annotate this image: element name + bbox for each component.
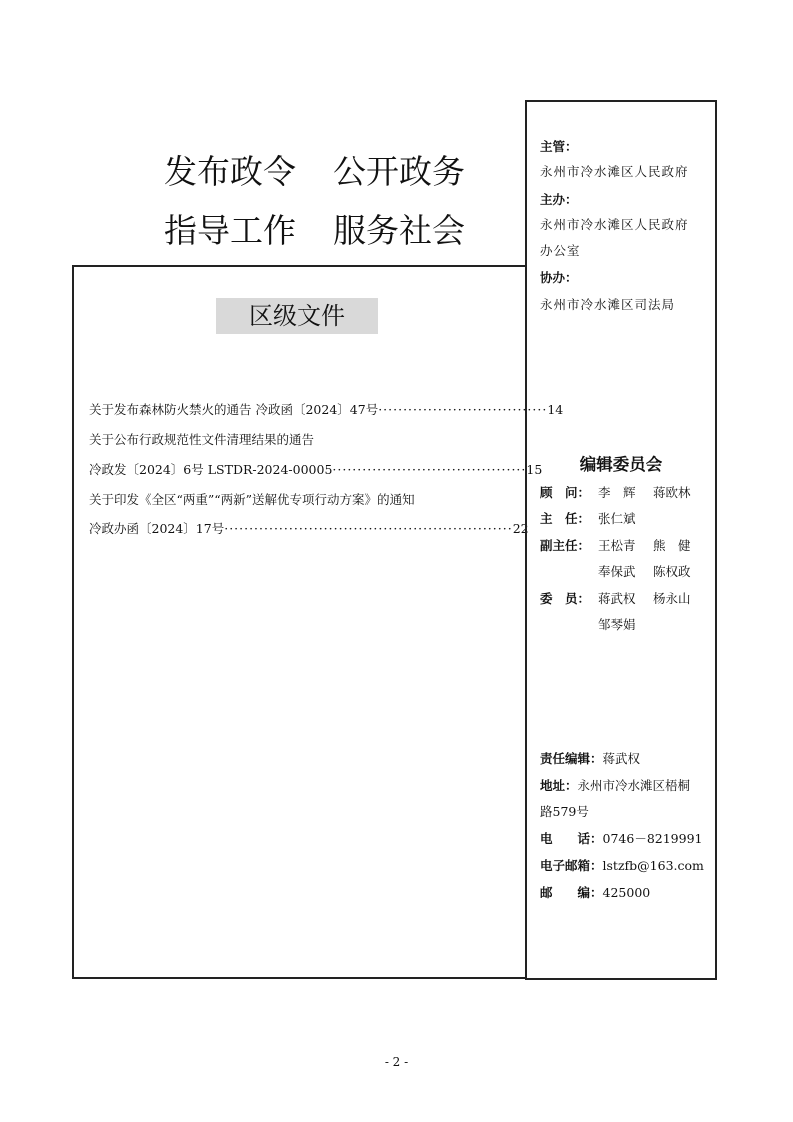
address-value-line2: 路579号 bbox=[540, 804, 589, 819]
advisor-label: 顾 问： bbox=[540, 485, 591, 500]
committee-director-row bbox=[540, 509, 598, 527]
toc-entry-text: 冷政办函〔2024〕17号 bbox=[89, 521, 225, 536]
section-title: 区级文件 bbox=[216, 298, 378, 334]
member-name: 邹琴娟 bbox=[598, 617, 636, 632]
toc-entry[interactable] bbox=[89, 461, 543, 479]
toc-entry[interactable] bbox=[89, 401, 564, 419]
deputy-label: 副主任： bbox=[540, 538, 591, 553]
advisor-name: 李 辉 bbox=[598, 485, 636, 500]
page-number: - 2 - bbox=[384, 1055, 409, 1069]
toc-leader-dots: ·································· bbox=[378, 402, 548, 417]
supervisor-value: 永州市冷水滩区人民政府 bbox=[540, 164, 689, 179]
committee-deputy-row bbox=[540, 536, 598, 554]
toc-entry-text: 关于公布行政规范性文件清理结果的通告 bbox=[89, 432, 315, 447]
committee-member-row bbox=[540, 589, 598, 607]
editor-label: 责任编辑： bbox=[540, 751, 603, 766]
contents-box bbox=[72, 265, 525, 979]
toc-page-number: 15 bbox=[526, 462, 543, 477]
toc-leader-dots: ······································· bbox=[332, 462, 527, 477]
toc-entry[interactable] bbox=[89, 491, 519, 509]
email-value[interactable]: lstzfb@163.com bbox=[602, 858, 704, 873]
address-row bbox=[540, 776, 690, 794]
address-row-2 bbox=[540, 802, 589, 820]
postcode-row bbox=[540, 883, 650, 901]
toc-entry-text: 关于发布森林防火禁火的通告 冷政函〔2024〕47号 bbox=[89, 402, 379, 417]
slogan-line1-right: 公开政务 bbox=[333, 152, 465, 191]
director-label: 主 任： bbox=[540, 511, 591, 526]
slogan-line2-right: 服务社会 bbox=[333, 211, 465, 250]
host-value-line2: 办公室 bbox=[540, 243, 581, 258]
deputy-name: 奉保武 bbox=[598, 564, 636, 579]
deputy-name: 陈权政 bbox=[653, 564, 691, 579]
member-name: 蒋武权 bbox=[598, 591, 636, 606]
slogan-line2-left: 指导工作 bbox=[164, 211, 296, 250]
toc-entry-text: 冷政发〔2024〕6号 LSTDR-2024-00005 bbox=[89, 462, 333, 477]
postcode-value: 425000 bbox=[602, 885, 651, 900]
toc-page-number: 14 bbox=[547, 402, 564, 417]
host-label: 主办： bbox=[540, 192, 578, 207]
toc-entry[interactable] bbox=[89, 520, 529, 538]
toc-leader-dots: ·························································· bbox=[224, 521, 513, 536]
phone-row bbox=[540, 829, 703, 847]
email-label: 电子邮箱： bbox=[540, 858, 603, 873]
advisor-name: 蒋欧林 bbox=[653, 485, 691, 500]
toc-entry[interactable] bbox=[89, 431, 519, 449]
host-value-line1: 永州市冷水滩区人民政府 bbox=[540, 217, 689, 232]
editor-row bbox=[540, 749, 640, 767]
member-label: 委 员： bbox=[540, 591, 591, 606]
editor-value: 蒋武权 bbox=[602, 751, 641, 766]
address-label: 地址： bbox=[540, 778, 578, 793]
address-value: 永州市冷水滩区梧桐 bbox=[577, 778, 691, 793]
email-row bbox=[540, 856, 704, 874]
phone-value: 0746－8219991 bbox=[602, 831, 703, 846]
toc-page-number: 22 bbox=[512, 521, 529, 536]
director-name: 张仁斌 bbox=[598, 511, 636, 526]
postcode-label: 邮 编： bbox=[540, 885, 603, 900]
supervisor-label: 主管： bbox=[540, 139, 578, 154]
phone-label: 电 话： bbox=[540, 831, 603, 846]
deputy-name: 熊 健 bbox=[653, 538, 691, 553]
slogan-line1-left: 发布政令 bbox=[164, 152, 296, 191]
toc-entry-text: 关于印发《全区“两重”“两新”送解优专项行动方案》的通知 bbox=[89, 492, 415, 507]
assist-value: 永州市冷水滩区司法局 bbox=[540, 297, 676, 312]
member-name: 杨永山 bbox=[653, 591, 691, 606]
deputy-name: 王松青 bbox=[598, 538, 636, 553]
assist-label: 协办： bbox=[540, 270, 578, 285]
committee-title: 编辑委员会 bbox=[579, 455, 663, 474]
committee-advisor-row bbox=[540, 483, 598, 501]
